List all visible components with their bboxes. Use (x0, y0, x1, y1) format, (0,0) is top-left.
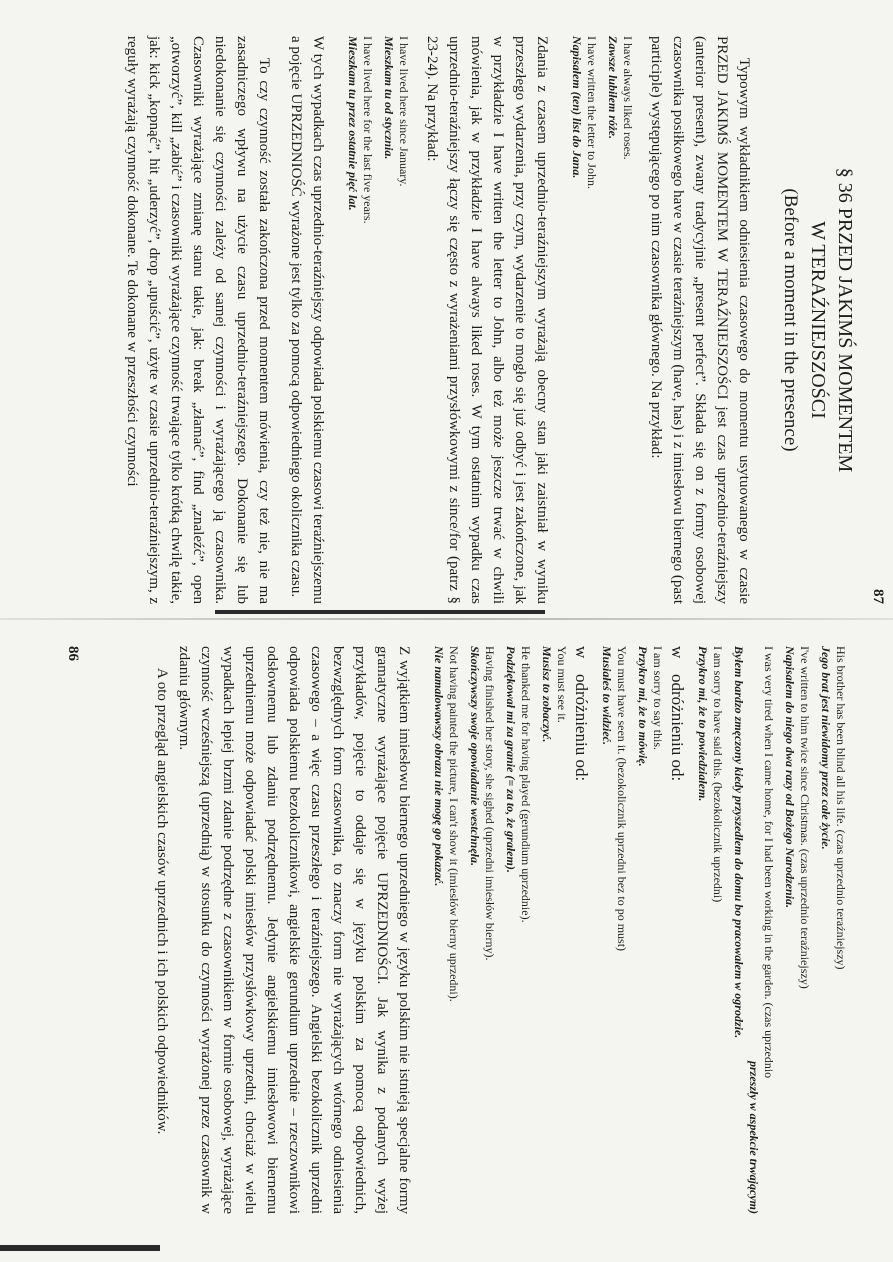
page-87 (98, 30, 886, 610)
example-translation: Podziękował mi za granie (= za to, że grałem). (504, 646, 518, 873)
example-translation: Byłem bardzo zmęczony kiedy przyszedłem do domu bo pracowałem w ogrodzie. (732, 646, 746, 1039)
example-block (731, 646, 776, 1214)
example-block (569, 36, 599, 604)
example-sentence: I have lived here for the last five years. (361, 36, 375, 224)
example-sentence: I have lived here since January. (397, 36, 411, 187)
example-sentence: Having finished her story, she sighed (uprzedni imiesłów bierny). (483, 646, 497, 961)
body-paragraph: Zdania z czasem uprzednio-teraźniejszym wyrażają obecny stan jaki zaistniał w wyniku przeszłego wydarzenia, przy czym, wydarzenie to mogło się już odbyć i jest zakończone, jak w przykładzie I have written the letter to John, albo też może jeszcze trwać w chwili mówienia, jak w przykładzie I have always liked roses. W tym ostatnim wypadku czas uprzednio-teraźniejszy łączy się często z wyrażeniami przysłówkowymi z since/for (patrz § 23-24). Na przykład: (424, 36, 550, 604)
example-translation: Mieszkam tu przez ostatnie pięć lat. (346, 36, 360, 211)
body-paragraph: To czy czynność została zakończona przed momentem mówienia, czy też nie, nie ma zasadniczego wpływu na użycie czasu uprzednio-teraźniejszego. Dokonanie się lub niedokonanie się czynności zależy od samej czynności i wyrażającego ją czasownika. Czasowniki wyrażające zmianę stanu takie, jak: break „złamać”, find „znaleźć”, open „otworzyć”, kill „zabić” i czasowniki wyrażające czynność trwające tylko krótką chwilę takie, jak: kick „kopnąć”, hit „uderzyć”, drop „upuścić”, użyte w czasie uprzednio-teraźniejszym, z reguły wyrażają czynność dokonane. Te dokonane w przeszłości czynności (124, 36, 272, 604)
example-block (345, 36, 375, 604)
page-number: 86 (65, 646, 81, 661)
example-sentence: You must see it. (555, 646, 569, 723)
body-paragraph: Z wyjątkiem imiesłowu biernego uprzedniego w języku polskim nie istnieją specjalne formy gramatyczne wyrażające pojęcie UPRZEDNIOŚCI. Jak wynika z podanych wyżej przykładów, pojęcie to oddaje się w języku polskim za pomocą odpowiednich, bezwzględnych form czasownika, to znaczy form nie wyrażających wtórnego odniesienia czasowego – a więc czasu przeszłego i teraźniejszego. Angielski bezokolicznik uprzedni odpowiada polskiemu bezokolicznikowi, angielskie gerundium uprzednie – rzeczownikowi odsłownemu lub zdaniu podrzędnemu. Jedynie angielskiemu imiesłowowi biernemu uprzedniemu może odpowiadać polski imiesłów przysłówkowy uprzedni, chociaż w wielu wypadkach lepiej brzmi zdanie podrzędne z czasownikiem w formie osobowej, wyrażające czynność wcześniejszą (uprzednią) w stosunku do czynności wyrażonej przez czasownik w zdaniu głównym. (176, 646, 412, 1214)
example-translation: Nie namalowawszy obrazu nie mogę go pokazać. (432, 646, 446, 887)
example-sentence: I am sorry to have said this. (bezokolicznik uprzedni) (711, 646, 725, 903)
example-block (782, 646, 812, 1214)
example-block (503, 646, 533, 1214)
contrast-label-w: w (668, 646, 687, 659)
example-block (635, 646, 665, 1214)
example-block (605, 36, 635, 604)
example-sentence: Not having painted the picture, I can't show it (imiesłów bierny uprzedni). (447, 646, 461, 1002)
example-translation: Napisałem do niego dwa razy od Bożego Narodzenia. (783, 646, 797, 909)
body-paragraph: A oto przegląd angielskich czasów uprzednich i ich polskich odpowiedników. (154, 668, 170, 1135)
example-translation: Napisałem (ten) list do Jana. (570, 36, 584, 179)
example-translation: Mieszkam tu od stycznia. (382, 36, 396, 160)
example-translation: przeszły w aspekcie trwającym) (747, 1061, 761, 1214)
section-subheading: (Before a moment in the presence) (780, 188, 801, 452)
example-sentence: He thanked me for having played (gerundium uprzednie). (519, 646, 533, 923)
example-sentence: I have always liked roses. (621, 36, 635, 160)
scan-edge-bottom (0, 1245, 160, 1251)
example-sentence: I've written to him twice since Christmas. (czas uprzednio teraźniejszy) (798, 646, 812, 989)
example-sentence: I was very tired when I came home, for I had been working in the garden. (czas uprzednio (762, 646, 776, 1079)
example-block (467, 646, 497, 1214)
example-translation: Musisz to zobaczyć. (540, 646, 554, 743)
body-paragraph: W tych wypadkach czas uprzednio-teraźniejszy odpowiada polskiemu czasowi teraźniejszemu a pojęcie UPRZEDNIOŚĆ wyrażone jest tylko za pomocą odpowiedniego okolicznika czasu. (288, 36, 326, 604)
contrast-label-w: w (572, 646, 591, 659)
example-translation: Przykro mi, że to powiedziałem. (696, 646, 710, 802)
example-block (381, 36, 411, 604)
example-translation: Skończywszy swoje opowiadanie westchnęła. (468, 646, 482, 867)
section-heading-line-2: W TERAŹNIEJSZOŚCI (807, 221, 829, 419)
example-block (818, 646, 848, 1214)
section-heading: § 36 PRZED JAKIMŚ MOMENTEM (834, 167, 856, 473)
scan-edge-top (215, 610, 545, 614)
contrast-label (665, 646, 689, 1214)
example-translation: Zawsze lubiłem róże. (606, 36, 620, 140)
example-block (431, 646, 461, 1214)
example-sentence: His brother has been blind all his life. (czas uprzednio teraźniejszy) (834, 646, 848, 970)
example-sentence: I have written the letter to John. (585, 36, 599, 189)
contrast-label-text: odróżnieniu od: (668, 674, 687, 782)
example-sentence: You must have seen it. (bezokolicznik uprzedni bez to po must) (615, 646, 629, 952)
body-paragraph: Typowym wykładnikiem odniesienia czasowego do momentu usytuowanego w czasie PRZED JAKIMŚ MOMENTEM W TERAŹNIEJSZOŚCI jest czas uprzednio-teraźniejszy (anterior present), zwany tradycyjnie „present perfect”. Składa się on z formy osobowej czasownika posiłkowego have w czasie teraźniejszym (have, has) i z imiesłowu biernego (past participle) występującego po nim czasownika głównego. Na przykład: (648, 36, 752, 604)
page-86 (65, 640, 848, 1220)
example-translation: Przykro mi, że to mówię. (636, 646, 650, 767)
example-block (695, 646, 725, 1214)
contrast-label-text: odróżnieniu od: (572, 674, 591, 782)
example-translation: Jego brat jest niewidomy przez całe życie. (819, 646, 833, 850)
contrast-label (569, 646, 593, 1214)
book-fold (0, 618, 893, 620)
example-sentence: I am sorry to say this. (651, 646, 665, 750)
page-number: 87 (870, 589, 886, 604)
example-block (539, 646, 569, 1214)
example-translation: Musiałeś to widzieć. (600, 646, 614, 746)
example-block (599, 646, 629, 1214)
